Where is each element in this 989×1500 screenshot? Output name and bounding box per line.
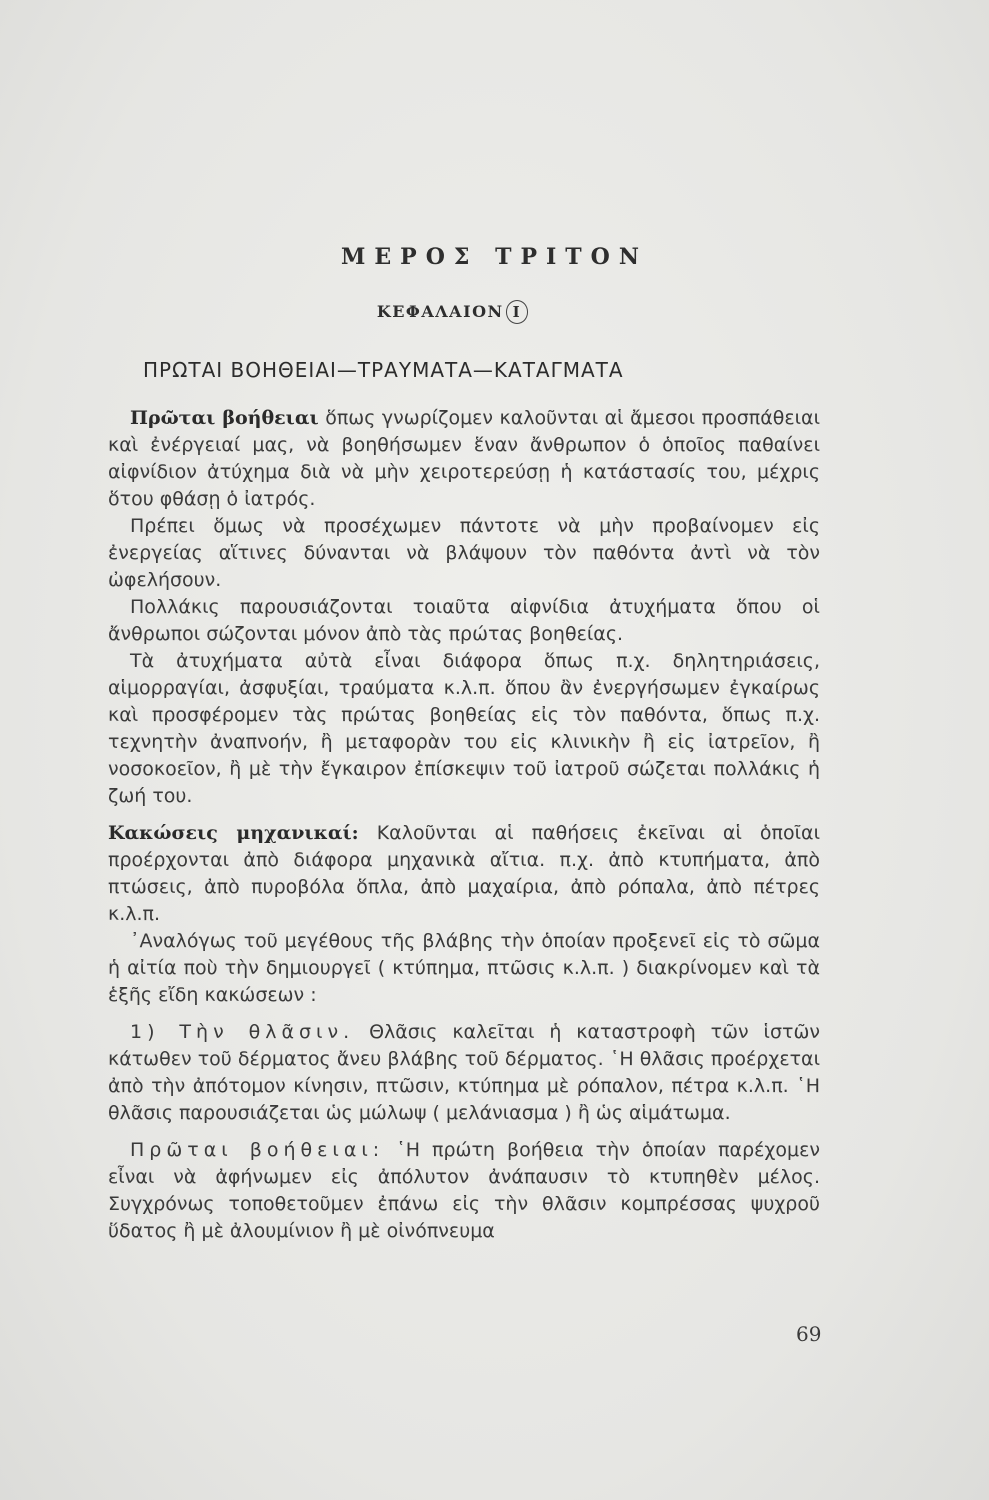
section-heading: ΠΡΩΤΑΙ ΒΟΗΘΕΙΑΙ—ΤΡΑΥΜΑΤΑ—ΚΑΤΑΓΜΑΤΑ: [143, 358, 624, 382]
paragraph-caution: Πρέπει ὅμως νὰ προσέχωμεν πάντοτε νὰ μὴν προβαίνομεν εἰς ἐνεργείας αἵτινες δύνανται νὰ βλάψουν τὸν παθόντα ἀντὶ νὰ τὸν ὠφελήσουν.: [108, 515, 820, 591]
paragraph-first-aid-definition: [108, 405, 820, 513]
body-text: [108, 405, 820, 1245]
paragraph-text: Θλᾶσις καλεῖται ἡ καταστροφὴ τῶν ἱστῶν κάτωθεν τοῦ δέρματος ἄνευ βλάβης τοῦ δέρματος. ῾Η θλᾶσις προέρχεται ἀπὸ τὴν ἀπότομον κίνησιν, πτῶσιν, κτύπημα μὲ ρόπαλον, πέτρα κ.λ.π. ῾Η θλᾶσις παρουσιάζεται ὡς μώλωψ ( μελάνιασμα ) ἢ ὡς αἱμάτωμα.: [108, 1021, 820, 1124]
chapter-heading: [0, 300, 905, 324]
paragraph-sudden-accidents: Πολλάκις παρουσιάζονται τοιαῦτα αἰφνίδια ἀτυχήματα ὅπου οἱ ἄνθρωποι σώζονται μόνον ἀπὸ τὰς πρώτας βοηθείας.: [108, 596, 820, 645]
paragraph-accident-types: Τὰ ἀτυχήματα αὐτὰ εἶναι διάφορα ὅπως π.χ. δηλητηριάσεις, αἱμορραγίαι, ἀσφυξίαι, τραύματα κ.λ.π. ὅπου ἂν ἐνεργήσωμεν ἐγκαίρως καὶ προσφέρομεν τὰς πρώτας βοηθείας εἰς τὸν παθόντα, ὅπως π.χ. τεχνητὴν ἀναπνοήν, ἢ μεταφορὰν του εἰς κλινικὴν ἢ εἰς ἰατρεῖον, ἢ νοσοκοεῖον, ἢ μὲ τὴν ἔγκαιρον ἐπίσκεψιν τοῦ ἰατροῦ σώζεται πολλάκις ἡ ζωή του.: [108, 650, 820, 807]
paragraph-text: ῾Η πρώτη βοήθεια τὴν ὁποίαν παρέχομεν εἶναι νὰ ἀφήνωμεν εἰς ἀπόλυτον ἀνάπαυσιν τὸ κτυπηθὲν μέλος. Συγχρόνως τοποθετοῦμεν ἐπάνω εἰς τὴν θλᾶσιν κομπρέσσας ψυχροῦ ὕδατος ἢ μὲ ἀλουμίνιον ἢ μὲ οἰνόπνευμα: [108, 1139, 820, 1242]
page-number: 69: [796, 1322, 822, 1346]
chapter-number: I: [506, 300, 529, 324]
paragraph-mechanical-injuries: [108, 820, 820, 928]
paragraph-classification: ᾿Αναλόγως τοῦ μεγέθους τῆς βλάβης τὴν ὁποίαν προξενεῖ εἰς τὸ σῶμα ἡ αἰτία ποὺ τὴν δημιουργεῖ ( κτύπημα, πτῶσις κ.λ.π. ) διακρίνομεν καὶ τὰ ἑξῆς εἴδη κακώσεων :: [108, 930, 820, 1006]
term-first-aid: Πρῶται βοήθειαι: [130, 407, 319, 429]
paragraph-text: Καλοῦνται αἱ παθήσεις ἐκεῖναι αἱ ὁποῖαι προέρχονται ἀπὸ διάφορα μηχανικὰ αἴτια. π.χ. ἀπὸ κτυπήματα, ἀπὸ πτώσεις, ἀπὸ πυροβόλα ὅπλα, ἀπὸ μαχαίρια, ἀπὸ ρόπαλα, ἀπὸ πέτρες κ.λ.π.: [108, 822, 820, 925]
paragraph-contusion: [108, 1019, 820, 1127]
term-mechanical-injuries: Κακώσεις μηχανικαί:: [108, 822, 359, 844]
term-contusion: 1) Τὴν θλᾶσιν.: [130, 1021, 355, 1043]
chapter-label: ΚΕΦΑΛΑΙΟΝ: [376, 302, 504, 321]
paragraph-contusion-first-aid: [108, 1137, 820, 1245]
paragraph-text: ὅπως γνωρίζομεν καλοῦνται αἱ ἄμεσοι προσπάθειαι καὶ ἐνέργειαί μας, νὰ βοηθήσωμεν ἕναν ἄνθρωπον ὁ ὁποῖος παθαίνει αἰφνίδιον ἀτύχημα διὰ νὰ μὴν χειροτερεύσῃ ἡ κατάστασίς του, μέχρις ὅτου φθάσῃ ὁ ἰατρός.: [108, 407, 821, 510]
term-first-aid-spaced: Πρῶται βοήθειαι:: [130, 1139, 385, 1161]
part-title: ΜΕΡΟΣ ΤΡΙΤΟΝ: [341, 244, 648, 270]
